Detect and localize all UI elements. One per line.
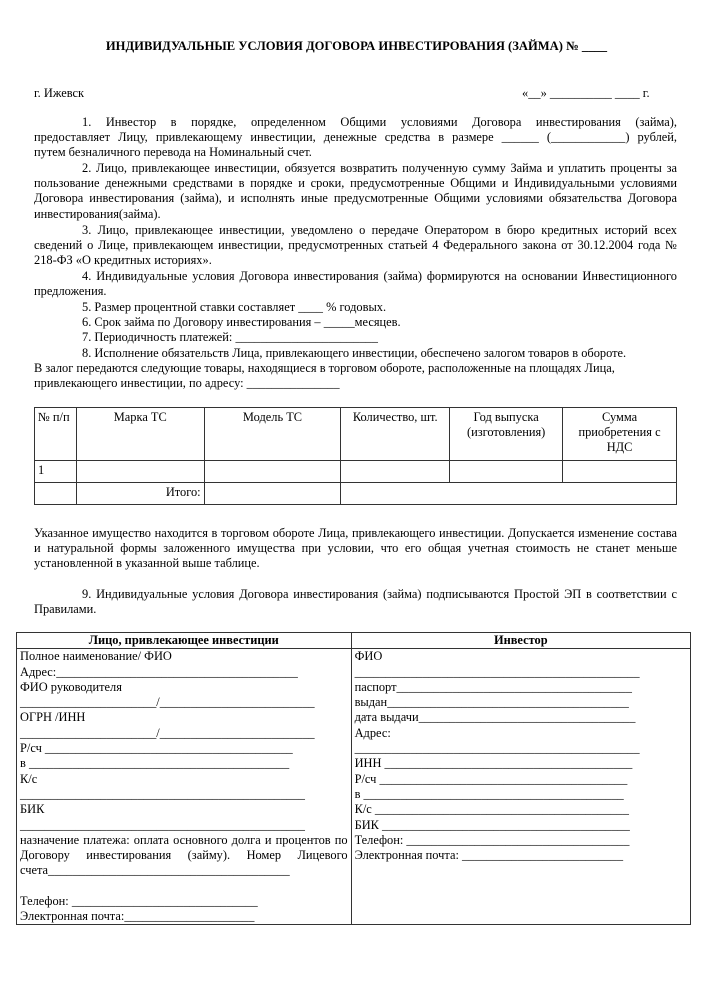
cell-quantity[interactable]: [341, 461, 450, 483]
col-header-year: Год выпуска (изготовления): [450, 408, 563, 461]
clause-2: 2. Лицо, привлекающее инвестиции, обязуется возвратить полученную сумму Займа и уплатить проценты за пользование денежными средствами в порядке и сроки, предусмотренные Общими и Индивидуальными условиями Договора инвестирования (займа), и исполнять иные предусмотренные Общими условиями обязательства Договора инвестирования(займа).: [34, 161, 677, 221]
col-header-brand: Марка ТС: [76, 408, 204, 461]
borrower-director-field[interactable]: ______________________/_________________________: [20, 695, 315, 710]
clause-8-line-2: В залог передаются следующие товары, находящиеся в торговом обороте, расположенные на площадях Лица,: [34, 361, 615, 376]
clause-8-line-1: 8. Исполнение обязательств Лица, привлекающего инвестиции, обеспечено залогом товаров в обороте.: [82, 346, 627, 360]
borrower-header: Лицо, привлекающее инвестиции: [17, 633, 352, 649]
borrower-director-label: ФИО руководителя: [20, 679, 122, 694]
borrower-ogrn-inn-label: ОГРН /ИНН: [20, 710, 86, 725]
signature-body-row: [17, 649, 691, 925]
borrower-address-field[interactable]: Адрес:_______________________________________: [20, 664, 298, 679]
clause-1-line-3: путем безналичного перевода на Номинальный счет.: [34, 145, 312, 160]
investor-bik-field[interactable]: БИК ________________________________________: [354, 817, 630, 832]
table-total-row: [35, 483, 677, 505]
borrower-account-field[interactable]: Р/сч ________________________________________: [20, 741, 293, 756]
borrower-payment-purpose: назначение платежа: оплата основного долга и процентов по Договору инвестирования (займу). Номер Лицевого счета_______________________________________: [20, 832, 348, 878]
borrower-email-field[interactable]: Электронная почта:_____________________: [20, 909, 255, 924]
col-header-model: Модель ТС: [204, 408, 341, 461]
cell-model[interactable]: [204, 461, 341, 483]
investor-issued-by-field[interactable]: выдан_______________________________________: [354, 695, 629, 710]
clause-9: 9. Индивидуальные условия Договора инвестирования (займа) подписываются Простой ЭП в соответствии с Правилами.: [34, 587, 677, 617]
investor-name-label: ФИО: [354, 649, 383, 664]
borrower-full-name-label: Полное наименование/ ФИО: [20, 649, 172, 664]
col-header-sum: Сумма приобретения с НДС: [563, 408, 677, 461]
collateral-note: Указанное имущество находится в торговом обороте Лица, привлекающего инвестиции. Допускается изменение состава и натуральной формы заложенного имущества при условии, что его общая учетная стоимость не станет меньше установленной в указанной выше таблице.: [34, 526, 677, 571]
borrower-bik-label: БИК: [20, 802, 45, 817]
investor-corr-account-field[interactable]: К/с _________________________________________: [354, 802, 629, 817]
city: г. Ижевск: [34, 86, 85, 100]
cell-brand[interactable]: [76, 461, 204, 483]
col-header-quantity: Количество, шт.: [341, 408, 450, 461]
clause-8-line-3: привлекающего инвестиции, по адресу: _______________: [34, 376, 340, 391]
borrower-bank-field[interactable]: в __________________________________________: [20, 756, 290, 771]
clause-6: 6. Срок займа по Договору инвестирования – _____месяцев.: [82, 315, 401, 330]
investor-phone-field[interactable]: Телефон: ____________________________________: [354, 832, 630, 847]
investor-passport-field[interactable]: паспорт______________________________________: [354, 679, 632, 694]
cell-empty: [35, 483, 77, 505]
investor-inn-field[interactable]: ИНН ________________________________________: [354, 756, 633, 771]
investor-issue-date-field[interactable]: дата выдачи___________________________________: [354, 710, 636, 725]
clause-1-line-1: 1. Инвестор в порядке, определенном Общими условиями Договора инвестирования (займа),: [82, 115, 677, 129]
spacer: [20, 879, 348, 894]
investor-header: Инвестор: [351, 633, 690, 649]
borrower-phone-field[interactable]: Телефон: ______________________________: [20, 893, 258, 908]
borrower-bik-field[interactable]: ______________________________________________: [20, 817, 305, 832]
investor-address-field[interactable]: ______________________________________________: [354, 741, 640, 756]
borrower-ogrn-inn-field[interactable]: ______________________/_________________________: [20, 725, 315, 740]
clause-7: 7. Периодичность платежей: _______________________: [82, 330, 378, 345]
total-label: Итого:: [76, 483, 204, 505]
clause-3: 3. Лицо, привлекающее инвестиции, уведомлено о передаче Оператором в бюро кредитных историй всех сведений о Лице, привлекающем инвестиции, предусмотренных статьей 4 Федерального закона от 30.12.2004 года № 218-ФЗ «О кредитных историях».: [34, 223, 677, 268]
total-empty: [341, 483, 677, 505]
clause-4: 4. Индивидуальные условия Договора инвестирования (займа) формируются на основании Инвестиционного предложения.: [34, 269, 677, 299]
investor-name-field[interactable]: ______________________________________________: [354, 664, 640, 679]
borrower-corr-account-field[interactable]: ______________________________________________: [20, 786, 305, 801]
borrower-corr-account-label: К/с: [20, 771, 38, 786]
document-title: ИНДИВИДУАЛЬНЫЕ УСЛОВИЯ ДОГОВОРА ИНВЕСТИРОВАНИЯ (ЗАЙМА) № ____: [105, 39, 608, 53]
collateral-goods-table: [34, 407, 677, 505]
total-value[interactable]: [204, 483, 341, 505]
investor-account-field[interactable]: Р/сч ________________________________________: [354, 771, 628, 786]
signature-table: [16, 632, 691, 925]
col-header-number: № п/п: [35, 408, 77, 461]
table-row: [35, 461, 677, 483]
contract-date: «__» __________ ____ г.: [522, 86, 650, 100]
clause-8: [34, 346, 677, 392]
clause-5: 5. Размер процентной ставки составляет ____ % годовых.: [82, 300, 387, 314]
investor-email-field[interactable]: Электронная почта: __________________________: [354, 848, 624, 863]
investor-details: [351, 649, 690, 925]
clause-1: [34, 115, 677, 161]
clauses-5-7: [34, 300, 677, 346]
cell-year[interactable]: [450, 461, 563, 483]
borrower-details: [17, 649, 352, 925]
investor-bank-field[interactable]: в __________________________________________: [354, 786, 624, 801]
cell-number[interactable]: 1: [35, 461, 77, 483]
table-header-row: [35, 408, 677, 461]
investor-address-label: Адрес:: [354, 725, 391, 740]
clause-1-line-2: предоставляет Лицу, привлекающему инвестиции, денежные средства в размере ______ (____________) рублей,: [34, 130, 677, 145]
signature-header-row: [17, 633, 691, 649]
cell-sum[interactable]: [563, 461, 677, 483]
